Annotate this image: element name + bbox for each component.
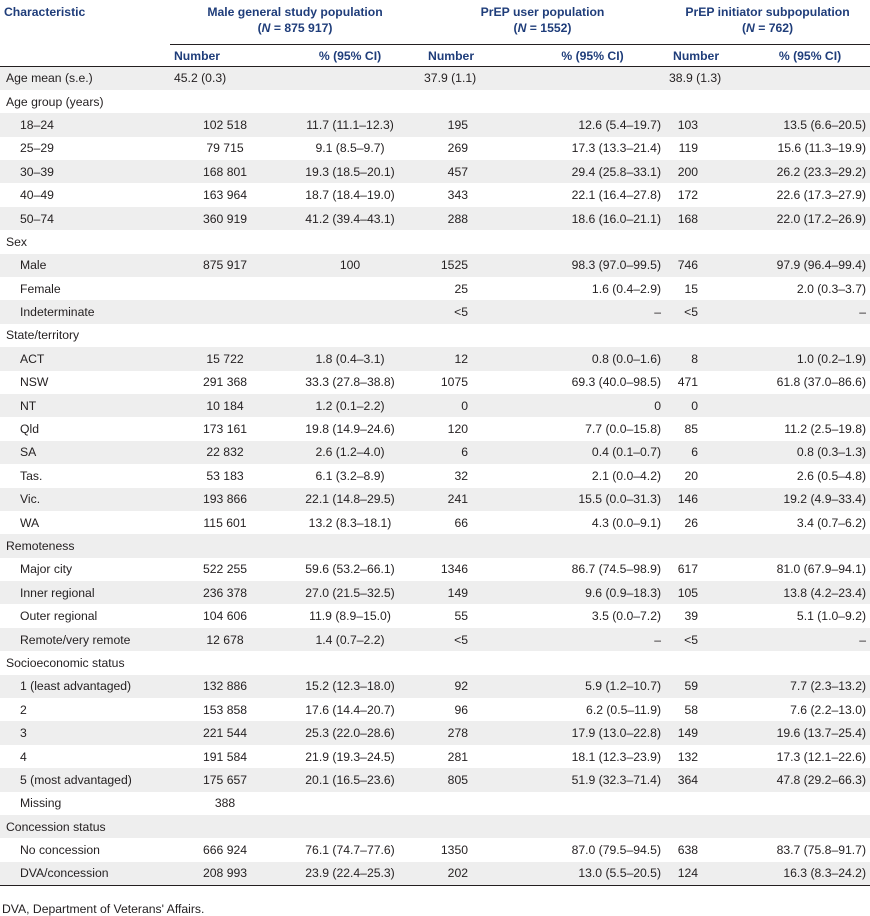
pct-cell: [520, 230, 665, 253]
pct-cell: [750, 67, 870, 90]
pct-cell: 100: [280, 254, 420, 277]
table-row: [0, 464, 870, 487]
number-cell: 32: [454, 468, 469, 483]
number-cell: 120: [447, 422, 469, 437]
table-row: [0, 347, 870, 370]
pct-cell: 3.4 (0.7–6.2): [796, 515, 867, 530]
table-row: [0, 371, 870, 394]
pct-cell: [280, 90, 420, 113]
pct-cell: [750, 651, 870, 674]
number-cell: 269: [447, 141, 469, 156]
number-cell: 6: [665, 441, 750, 464]
pct-cell: 9.6 (0.9–18.3): [520, 581, 665, 604]
number-cell: 79 715: [206, 141, 244, 156]
pct-cell: [750, 792, 870, 815]
pct-cell: 5.9 (1.2–10.7): [520, 675, 665, 698]
pct-cell: –: [750, 628, 870, 651]
number-cell: 132 886: [170, 675, 280, 698]
pct-cell: [520, 815, 665, 838]
table-row: [0, 137, 870, 160]
number-cell: 6: [420, 441, 520, 464]
table-row: [0, 698, 870, 721]
number-cell: [665, 534, 750, 557]
pct-cell: 2.6 (1.2–4.0): [280, 441, 420, 464]
row-label: 40–49: [20, 188, 54, 203]
number-cell: 124: [665, 862, 750, 885]
pct-cell: [750, 394, 870, 417]
number-cell: [420, 230, 520, 253]
header-row-groups: [0, 0, 870, 45]
number-cell: [665, 792, 750, 815]
row-label: WA: [20, 515, 40, 530]
number-cell: [170, 815, 280, 838]
pct-cell: 18.6 (16.0–21.1): [520, 207, 665, 230]
pct-cell: 51.9 (32.3–71.4): [520, 768, 665, 791]
pct-header: % (95% CI): [750, 45, 870, 67]
pct-cell: 6.2 (0.5–11.9): [586, 702, 662, 717]
number-cell: 132: [677, 749, 699, 764]
number-cell: 0: [665, 394, 750, 417]
pct-cell: 29.4 (25.8–33.1): [520, 160, 665, 183]
number-cell: 102 518: [170, 113, 280, 136]
row-label: 50–74: [0, 207, 170, 230]
table-row: [0, 160, 870, 183]
pct-cell: 9.1 (8.5–9.7): [315, 141, 385, 156]
category-row: [0, 230, 870, 253]
pct-cell: 97.9 (96.4–99.4): [750, 254, 870, 277]
number-cell: 471: [677, 375, 699, 390]
pct-cell: 11.2 (2.5–19.8): [784, 422, 867, 437]
number-cell: 20: [684, 468, 699, 483]
number-cell: 149: [420, 581, 520, 604]
pct-cell: 22.1 (16.4–27.8): [571, 188, 662, 203]
row-label: Remote/very remote: [0, 628, 170, 651]
category-label: Age group (years): [6, 94, 104, 109]
pct-cell: 98.3 (97.0–99.5): [520, 254, 665, 277]
row-label: Outer regional: [20, 609, 98, 624]
number-cell: [665, 324, 750, 347]
number-cell: [665, 90, 750, 113]
number-cell: 12: [420, 347, 520, 370]
row-label: NSW: [20, 375, 49, 390]
number-cell: 193 866: [170, 488, 280, 511]
number-cell: 1525: [420, 254, 520, 277]
number-cell: 38.9 (1.3): [665, 67, 750, 90]
pct-cell: 15.6 (11.3–19.9): [777, 141, 867, 156]
category-label: Remoteness: [0, 534, 170, 557]
row-label: Indeterminate: [0, 300, 170, 323]
pct-cell: 59.6 (53.2–66.1): [305, 562, 395, 577]
number-cell: 39: [684, 609, 699, 624]
pct-cell: 27.0 (21.5–32.5): [280, 581, 420, 604]
pct-cell: [280, 67, 420, 90]
table-row: [0, 277, 870, 300]
pct-cell: [520, 90, 665, 113]
number-cell: [420, 90, 520, 113]
number-cell: 1350: [440, 843, 469, 858]
number-cell: [170, 324, 280, 347]
number-cell: 163 964: [202, 188, 248, 203]
number-cell: [420, 534, 520, 557]
pct-cell: 15.5 (0.0–31.3): [520, 488, 665, 511]
pct-cell: 15.2 (12.3–18.0): [280, 675, 420, 698]
pct-cell: 47.8 (29.2–66.3): [750, 768, 870, 791]
pct-cell: [750, 90, 870, 113]
number-cell: 66: [454, 515, 469, 530]
number-cell: 364: [665, 768, 750, 791]
number-cell: 103: [665, 113, 750, 136]
category-row: [0, 534, 870, 557]
pct-cell: [280, 815, 420, 838]
row-label: Male: [0, 254, 170, 277]
pct-cell: –: [520, 300, 665, 323]
pct-cell: 4.3 (0.0–9.1): [591, 515, 662, 530]
characteristic-header: Characteristic: [4, 5, 86, 19]
table-row: [0, 394, 870, 417]
number-cell: [665, 651, 750, 674]
number-cell: 241: [420, 488, 520, 511]
row-label: Vic.: [0, 488, 170, 511]
number-header: Number: [170, 45, 280, 67]
number-cell: 288: [420, 207, 520, 230]
pct-cell: 76.1 (74.7–77.6): [305, 843, 395, 858]
row-label: Female: [20, 281, 61, 296]
group-title: Male general study population: [207, 5, 383, 19]
pct-cell: [280, 324, 420, 347]
row-label: Tas.: [20, 468, 43, 483]
pct-cell: 6.1 (3.2–8.9): [315, 468, 385, 483]
row-label: Inner regional: [0, 581, 170, 604]
pct-cell: –: [750, 300, 870, 323]
number-cell: 200: [665, 160, 750, 183]
number-cell: 105: [665, 581, 750, 604]
number-cell: 8: [665, 347, 750, 370]
pct-cell: 0.8 (0.3–1.3): [750, 441, 870, 464]
pct-cell: 0.4 (0.1–0.7): [520, 441, 665, 464]
category-label: Concession status: [0, 815, 170, 838]
category-row: [0, 651, 870, 674]
pct-cell: 13.8 (4.2–23.4): [750, 581, 870, 604]
pct-cell: –: [520, 628, 665, 651]
pct-cell: 19.2 (4.9–33.4): [750, 488, 870, 511]
pct-cell: [750, 534, 870, 557]
pct-cell: 0: [520, 394, 665, 417]
pct-cell: [520, 651, 665, 674]
row-label: 5 (most advantaged): [0, 768, 170, 791]
number-cell: [420, 324, 520, 347]
number-cell: 85: [684, 422, 699, 437]
number-cell: 92: [420, 675, 520, 698]
number-cell: [170, 534, 280, 557]
pct-cell: 22.0 (17.2–26.9): [750, 207, 870, 230]
number-cell: [420, 651, 520, 674]
category-row: [0, 67, 870, 90]
pct-cell: 23.9 (22.4–25.3): [280, 862, 420, 885]
number-cell: 15: [684, 281, 699, 296]
pct-cell: 21.9 (19.3–24.5): [305, 749, 395, 764]
number-cell: [420, 815, 520, 838]
pct-cell: 13.5 (6.6–20.5): [750, 113, 870, 136]
row-label: DVA/concession: [0, 862, 170, 885]
number-cell: 291 368: [202, 375, 248, 390]
number-cell: 25: [454, 281, 469, 296]
number-cell: [170, 651, 280, 674]
pct-cell: [520, 792, 665, 815]
number-cell: [170, 230, 280, 253]
number-cell: 96: [454, 702, 469, 717]
pct-cell: 19.8 (14.9–24.6): [305, 422, 395, 437]
group-title: PrEP user population: [480, 5, 605, 19]
number-cell: 53 183: [206, 468, 244, 483]
number-cell: 191 584: [202, 749, 248, 764]
pct-cell: 81.0 (67.9–94.1): [776, 562, 867, 577]
table-row: [0, 300, 870, 323]
number-cell: 15 722: [170, 347, 280, 370]
number-cell: 202: [420, 862, 520, 885]
number-cell: 58: [684, 702, 699, 717]
number-cell: 236 378: [170, 581, 280, 604]
category-label: Socioeconomic status: [6, 655, 125, 670]
row-label: 30–39: [0, 160, 170, 183]
number-cell: 195: [420, 113, 520, 136]
number-cell: <5: [665, 628, 750, 651]
pct-cell: 19.3 (18.5–20.1): [280, 160, 420, 183]
table-row: [0, 113, 870, 136]
number-cell: 1075: [440, 375, 469, 390]
number-cell: 805: [420, 768, 520, 791]
row-label: Major city: [20, 562, 73, 577]
pct-cell: 18.7 (18.4–19.0): [305, 188, 395, 203]
row-label: 18–24: [0, 113, 170, 136]
table-row: [0, 581, 870, 604]
number-cell: 638: [677, 843, 699, 858]
number-cell: 22 832: [170, 441, 280, 464]
pct-cell: 3.5 (0.0–7.2): [591, 609, 662, 624]
pct-cell: [280, 277, 420, 300]
table-row: [0, 488, 870, 511]
pct-cell: 16.3 (8.3–24.2): [750, 862, 870, 885]
pct-cell: 11.7 (11.1–12.3): [280, 113, 420, 136]
number-cell: 104 606: [202, 609, 248, 624]
pct-cell: 2.1 (0.0–4.2): [591, 468, 662, 483]
table-row: [0, 441, 870, 464]
number-cell: 746: [665, 254, 750, 277]
pct-header: % (95% CI): [280, 45, 420, 67]
pct-cell: 69.3 (40.0–98.5): [571, 375, 662, 390]
pct-cell: [280, 300, 420, 323]
pct-cell: [520, 67, 665, 90]
table-row: [0, 254, 870, 277]
pct-cell: 41.2 (39.4–43.1): [280, 207, 420, 230]
number-cell: 457: [420, 160, 520, 183]
number-cell: 1346: [440, 562, 469, 577]
table-row: [0, 558, 870, 581]
pct-cell: 2.6 (0.5–4.8): [796, 468, 867, 483]
number-cell: [170, 300, 280, 323]
table-row: [0, 417, 870, 440]
pct-cell: 13.2 (8.3–18.1): [308, 515, 392, 530]
pct-cell: 7.7 (0.0–15.8): [585, 422, 662, 437]
number-cell: 343: [447, 188, 469, 203]
number-cell: 173 161: [202, 422, 248, 437]
pct-cell: [520, 324, 665, 347]
number-cell: 153 858: [202, 702, 248, 717]
number-cell: 37.9 (1.1): [420, 67, 520, 90]
pct-cell: 11.9 (8.9–15.0): [309, 609, 391, 624]
table-row: [0, 838, 870, 861]
row-label: Qld: [20, 422, 39, 437]
pct-cell: 86.7 (74.5–98.9): [571, 562, 662, 577]
number-cell: 221 544: [170, 721, 280, 744]
pct-cell: [520, 534, 665, 557]
number-cell: 168: [665, 207, 750, 230]
category-label: Sex: [6, 234, 28, 249]
group-title: PrEP initiator subpopulation: [685, 5, 850, 19]
row-label: Missing: [20, 796, 62, 811]
table-row: [0, 604, 870, 627]
category-row: [0, 324, 870, 347]
pct-cell: 83.7 (75.8–91.7): [776, 843, 867, 858]
number-cell: 208 993: [170, 862, 280, 885]
pct-cell: 17.3 (12.1–22.6): [776, 749, 867, 764]
number-cell: 278: [420, 721, 520, 744]
number-cell: 666 924: [202, 843, 248, 858]
number-cell: 119: [678, 141, 699, 156]
table-body: [0, 67, 870, 886]
number-cell: 388: [214, 796, 236, 811]
pct-cell: 1.0 (0.2–1.9): [750, 347, 870, 370]
category-row: [0, 90, 870, 113]
number-cell: 522 255: [202, 562, 248, 577]
number-cell: 360 919: [170, 207, 280, 230]
number-cell: 59: [665, 675, 750, 698]
table-row: [0, 745, 870, 768]
row-label: No concession: [20, 843, 100, 858]
row-label: 25–29: [20, 141, 54, 156]
table-row: [0, 862, 870, 885]
number-cell: 115 601: [203, 515, 247, 530]
table-row: [0, 768, 870, 791]
number-cell: 149: [665, 721, 750, 744]
pct-cell: 20.1 (16.5–23.6): [280, 768, 420, 791]
row-label: 2: [20, 702, 27, 717]
pct-cell: 87.0 (79.5–94.5): [571, 843, 662, 858]
pct-cell: [280, 651, 420, 674]
pct-cell: 2.0 (0.3–3.7): [796, 281, 867, 296]
header-row-columns: [0, 45, 870, 67]
pct-cell: 22.1 (14.8–29.5): [280, 488, 420, 511]
pct-cell: [280, 534, 420, 557]
table-row: [0, 628, 870, 651]
pct-header: % (95% CI): [520, 45, 665, 67]
pct-cell: [280, 792, 420, 815]
number-cell: 45.2 (0.3): [170, 67, 280, 90]
group-header-prep-initiators: PrEP initiator subpopulation (N = 762): [685, 5, 850, 35]
pct-cell: 7.6 (2.2–13.0): [790, 702, 867, 717]
category-row: [0, 815, 870, 838]
pct-cell: 22.6 (17.3–27.9): [776, 188, 867, 203]
row-label: 1 (least advantaged): [0, 675, 170, 698]
number-cell: 55: [454, 609, 469, 624]
pct-cell: [750, 230, 870, 253]
pct-cell: 33.3 (27.8–38.8): [305, 375, 395, 390]
pct-cell: 12.6 (5.4–19.7): [520, 113, 665, 136]
number-cell: 175 657: [170, 768, 280, 791]
pct-cell: 18.1 (12.3–23.9): [571, 749, 662, 764]
number-cell: 281: [447, 749, 469, 764]
number-cell: <5: [420, 300, 520, 323]
pct-cell: 25.3 (22.0–28.6): [280, 721, 420, 744]
pct-cell: 1.8 (0.4–3.1): [280, 347, 420, 370]
number-cell: <5: [420, 628, 520, 651]
row-label: SA: [0, 441, 170, 464]
number-header: Number: [420, 45, 520, 67]
number-cell: [420, 792, 520, 815]
header-spacer: [0, 45, 170, 67]
pct-cell: 1.2 (0.1–2.2): [280, 394, 420, 417]
number-cell: 0: [420, 394, 520, 417]
pct-cell: 7.7 (2.3–13.2): [750, 675, 870, 698]
table-row: [0, 183, 870, 206]
pct-cell: 26.2 (23.3–29.2): [750, 160, 870, 183]
number-cell: [665, 815, 750, 838]
pct-cell: 0.8 (0.0–1.6): [520, 347, 665, 370]
number-cell: 10 184: [170, 394, 280, 417]
number-cell: 146: [665, 488, 750, 511]
table-row: [0, 207, 870, 230]
pct-cell: 19.6 (13.7–25.4): [750, 721, 870, 744]
number-header: Number: [665, 45, 750, 67]
number-cell: [665, 230, 750, 253]
pct-cell: 13.0 (5.5–20.5): [520, 862, 665, 885]
category-label: Age mean (s.e.): [0, 67, 170, 90]
number-cell: <5: [665, 300, 750, 323]
row-label: 3: [0, 721, 170, 744]
table-row: [0, 721, 870, 744]
number-cell: 168 801: [170, 160, 280, 183]
table-row: [0, 511, 870, 534]
pct-cell: 17.6 (14.4–20.7): [305, 702, 395, 717]
number-cell: 26: [684, 515, 699, 530]
pct-cell: [750, 324, 870, 347]
row-label: ACT: [0, 347, 170, 370]
pct-cell: 61.8 (37.0–86.6): [776, 375, 867, 390]
footnote: DVA, Department of Veterans' Affairs.: [2, 901, 205, 916]
pct-cell: 1.6 (0.4–2.9): [591, 281, 662, 296]
pct-cell: [750, 815, 870, 838]
group-header-prep-users: PrEP user population (N = 1552): [480, 5, 605, 35]
pct-cell: [280, 230, 420, 253]
table-row: [0, 675, 870, 698]
pct-cell: 5.1 (1.0–9.2): [796, 609, 867, 624]
number-cell: 617: [677, 562, 699, 577]
category-label: State/territory: [6, 328, 80, 343]
number-cell: [170, 90, 280, 113]
pct-cell: 17.9 (13.0–22.8): [520, 721, 665, 744]
row-label: NT: [0, 394, 170, 417]
number-cell: [170, 277, 280, 300]
row-label: 4: [20, 749, 27, 764]
group-header-general: Male general study population (N = 875 917): [207, 5, 383, 35]
number-cell: 172: [677, 188, 699, 203]
pct-cell: 1.4 (0.7–2.2): [280, 628, 420, 651]
number-cell: 12 678: [170, 628, 280, 651]
pct-cell: 17.3 (13.3–21.4): [571, 141, 662, 156]
table-row: [0, 792, 870, 815]
number-cell: 875 917: [170, 254, 280, 277]
